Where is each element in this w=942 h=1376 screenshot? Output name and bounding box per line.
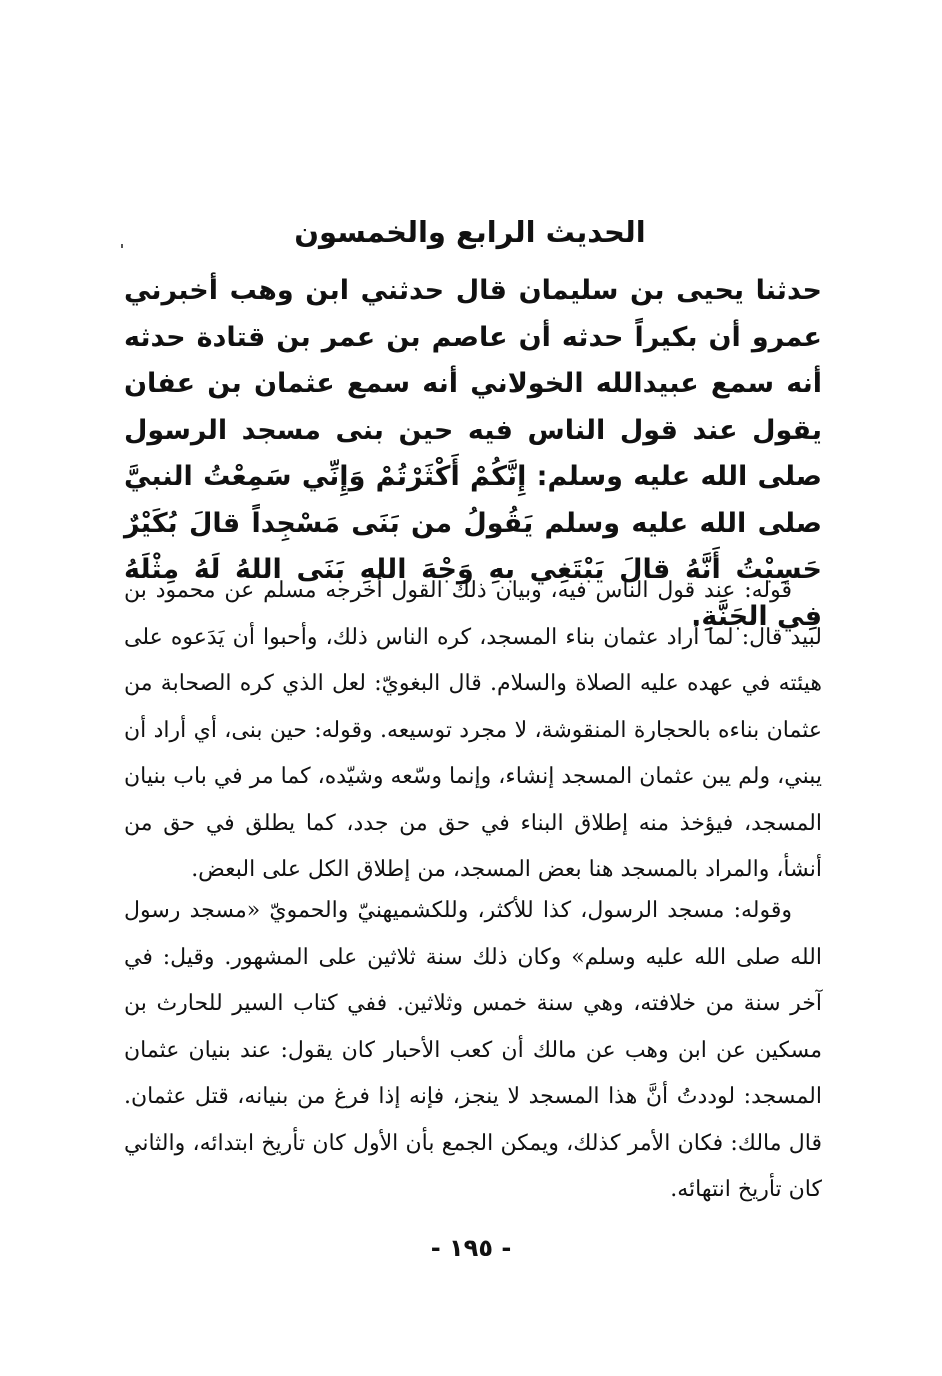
commentary-paragraph-2: وقوله: مسجد الرسول، كذا للأكثر، وللكشميهنيّ والحمويّ «مسجد رسول الله صلى الله عليه وسلم» وكان ذلك سنة ثلاثين على المشهور. وقيل: في آخر سنة من خلافته، وهي سنة خمس وثلاثين. ففي كتاب السير للحارث بن مسكين عن ابن وهب عن مالك أن كعب الأحبار كان يقول: عند بنيان عثمان المسجد: لوددتُ أنَّ هذا المسجد لا ينجز، فإنه إذا فرغ من بنيانه، قتل عثمان. قال مالك: فكان الأمر كذلك، ويمكن الجمع بأن الأول كان تأريخ ابتدائه، والثاني كان تأريخ انتهائه. bbox=[124, 898, 822, 1202]
commentary-paragraph-1: قوله: عند قول الناس فيه، وبيان ذلك القول أخرجه مسلم عن محمود بن لبيد قال: لما أراد عثمان بناء المسجد، كره الناس ذلك، وأحبوا أن يَدَعوه على هيئته في عهده عليه الصلاة والسلام. قال البغويّ: لعل الذي كره الصحابة من عثمان بناءه بالحجارة المنقوشة، لا مجرد توسيعه. وقوله: حين بنى، أي أراد أن يبني، ولم يبن عثمان المسجد إنشاء، وإنما وسّعه وشيّده، كما مر في باب بنيان المسجد، فيؤخذ منه إطلاق البناء في حق من جدد، كما يطلق في حق من أنشأ، والمراد بالمسجد هنا بعض المسجد، من إطلاق الكل على البعض. bbox=[124, 578, 822, 882]
hadith-text: حدثنا يحيى بن سليمان قال حدثني ابن وهب أخبرني عمرو أن بكيراً حدثه أن عاصم بن عمر بن قتادة حدثه أنه سمع عبيدالله الخولاني أنه سمع عثمان بن عفان يقول عند قول الناس فيه حين بنى مسجد الرسول صلى الله عليه وسلم: إِنَّكُمْ أَكْثَرْتُمْ وَإِنِّي سَمِعْتُ النبيَّ صلى الله عليه وسلم يَقُولُ من بَنَى مَسْجِداً قالَ بُكَيْرٌ حَسِبْتُ أَنَّهُ قالَ يَبْتَغِي بهِ وَجْهَ اللهِ بَنَى اللهُ لَهُ مِثْلَهُ فِي الجَنَّةِ. bbox=[124, 275, 822, 632]
page-number: - ١٩٥ - bbox=[430, 1234, 512, 1262]
hadith-heading: الحديث الرابع والخمسون bbox=[294, 215, 646, 249]
